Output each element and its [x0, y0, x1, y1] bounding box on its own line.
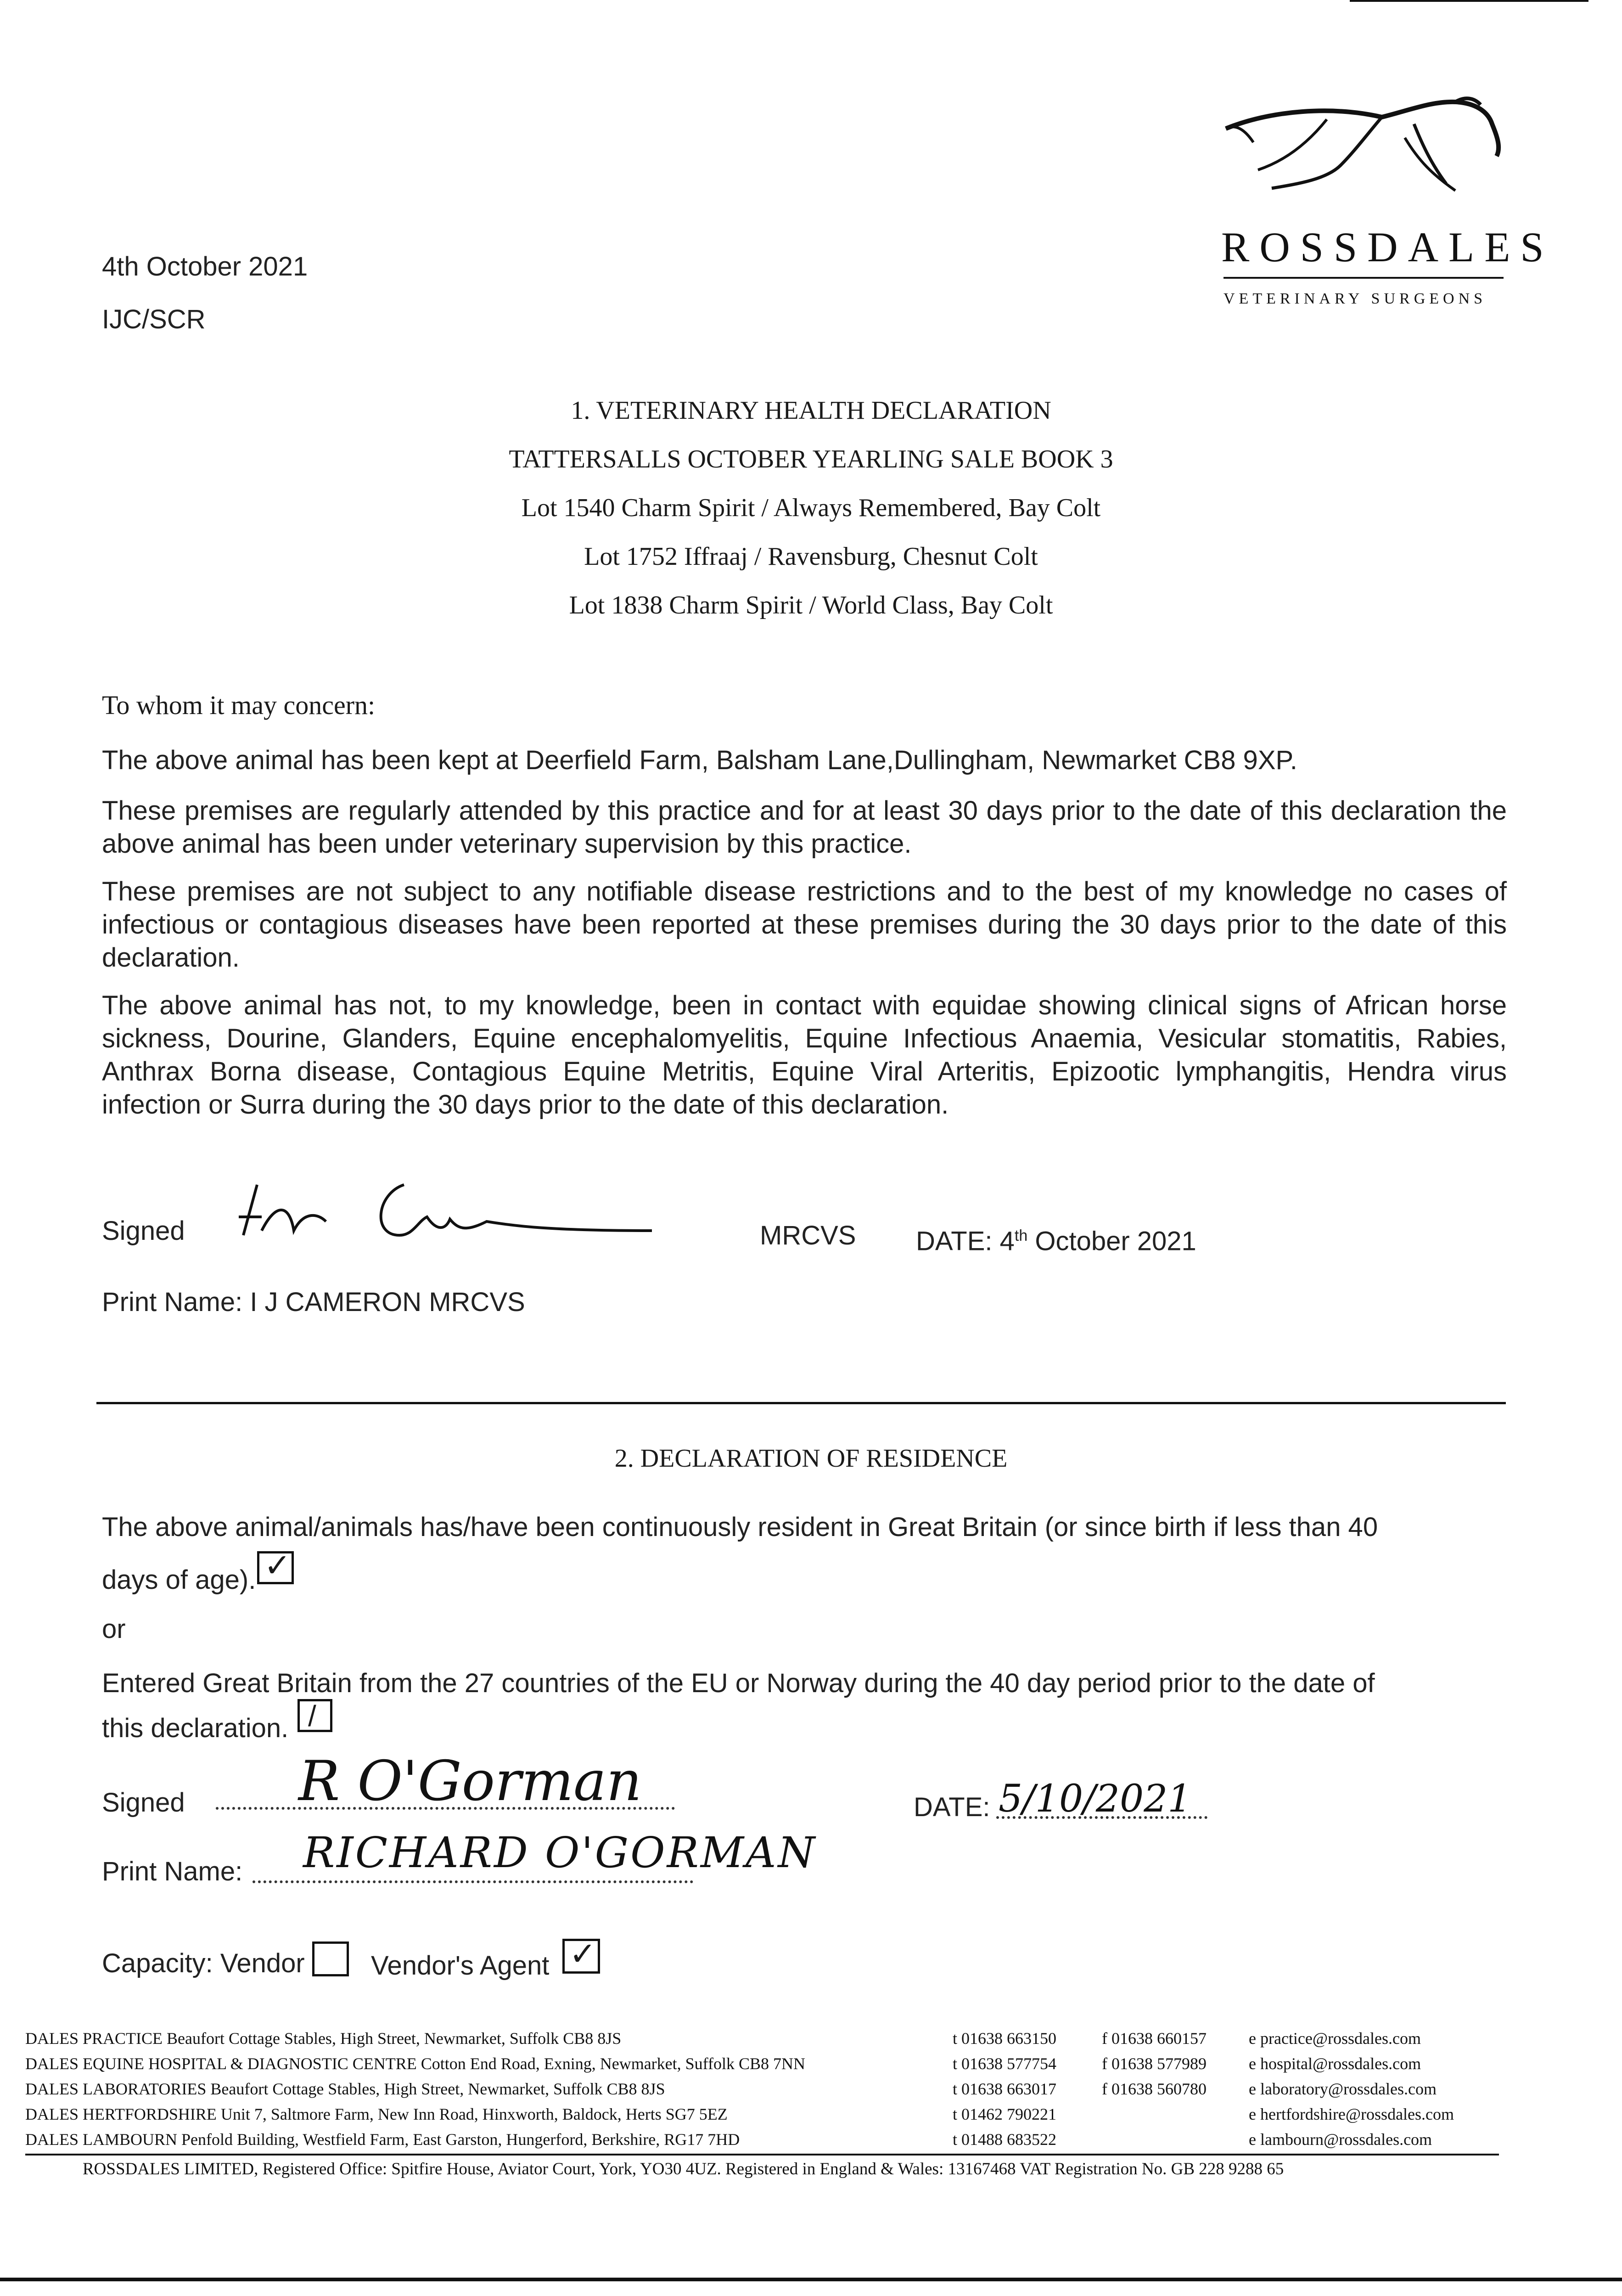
salutation: To whom it may concern: [102, 690, 376, 720]
office-name: DALES LAMBOURN [25, 2130, 178, 2149]
footer-tel: t 01638 577754 [953, 2054, 1057, 2073]
footer-row [25, 2105, 728, 2124]
office-name: DALES PRACTICE [25, 2029, 163, 2048]
paragraph: These premises are regularly attended by this practice and for at least 30 days prior to the date of this declaration the above animal has been under veterinary supervision by this practice. [102, 796, 1507, 859]
footer-email: e hertfordshire@rossdales.com [1249, 2105, 1454, 2123]
residence-text: days of age). [102, 1565, 256, 1595]
footer-email: e laboratory@rossdales.com [1249, 2080, 1437, 2098]
office-address: Cotton End Road, Exning, Newmarket, Suffolk CB8 7NN [421, 2054, 806, 2073]
brand-name: ROSSDALES [1221, 224, 1554, 270]
brand-tagline: VETERINARY SURGEONS [1224, 290, 1487, 307]
footer-rule [25, 2154, 1499, 2155]
footer-email: e lambourn@rossdales.com [1249, 2130, 1432, 2149]
footer-email: e practice@rossdales.com [1249, 2029, 1421, 2048]
mrcvs-label: MRCVS [760, 1221, 856, 1250]
residence-text: The above animal/animals has/have been continuously resident in Great Britain (or since birth if less than 40 [102, 1512, 1378, 1542]
section1-title: 1. VETERINARY HEALTH DECLARATION [571, 396, 1051, 425]
date-label: DATE: 4 [916, 1226, 1015, 1256]
check-mark-icon: ✓ [569, 1936, 596, 1972]
or-label: or [102, 1614, 126, 1644]
footer-tel: t 01488 683522 [953, 2130, 1057, 2149]
vet-signature [230, 1166, 661, 1258]
paragraph: The above animal has not, to my knowledge, been in contact with equidae showing clinical signs of African horse sickness, Dourine, Glanders, Equine encephalomyelitis, Equine Infectious Anaemia, Vesicular stomatitis, Rabies, Anthrax Borna disease, Contagious Equine Metritis, Equine Viral Arteritis, Epizootic lymphangitis, Hendra virus infection or Surra during the 30 days prior to the date of this declaration. [102, 990, 1507, 1120]
entered-checkbox[interactable] [297, 1699, 332, 1732]
section2-title: 2. DECLARATION OF RESIDENCE [614, 1444, 1008, 1473]
scan-edge-line [1350, 0, 1588, 2]
section1-subtitle: TATTERSALLS OCTOBER YEARLING SALE BOOK 3 [509, 445, 1113, 473]
footer-row [25, 2130, 740, 2149]
section-divider [96, 1402, 1506, 1404]
footer-row [25, 2079, 665, 2099]
office-name: DALES LABORATORIES [25, 2080, 207, 2098]
paragraph: These premises are not subject to any notifiable disease restrictions and to the best of my knowledge no cases of infectious or contagious diseases have been reported at these premises during the 30 days prior to the date of this declaration. [102, 877, 1507, 973]
office-address: Beaufort Cottage Stables, High Street, Newmarket, Suffolk CB8 8JS [210, 2080, 665, 2098]
date-rest: October 2021 [1027, 1226, 1196, 1256]
slash-mark-icon: / [308, 1699, 316, 1733]
office-name: DALES HERTFORDSHIRE [25, 2105, 217, 2123]
paragraph: The above animal has been kept at Deerfield Farm, Balsham Lane,Dullingham, Newmarket CB8 9XP. [102, 745, 1297, 775]
lot-line: Lot 1752 Iffraaj / Ravensburg, Chesnut Colt [584, 542, 1038, 571]
office-address: Penfold Building, Westfield Farm, East Garston, Hungerford, Berkshire, RG17 7HD [181, 2130, 740, 2149]
rossdales-horse-logo [1217, 92, 1515, 220]
footer-fax: f 01638 560780 [1102, 2080, 1207, 2098]
agent-date: 5/10/2021 [999, 1777, 1192, 1821]
entered-text: Entered Great Britain from the 27 countries of the EU or Norway during the 40 day period prior to the date of [102, 1668, 1375, 1698]
letter-reference: IJC/SCR [102, 304, 206, 334]
agent-date-label: DATE: [914, 1792, 990, 1822]
print-name-line [253, 1880, 693, 1883]
footer-row [25, 2029, 621, 2048]
residence-checkbox[interactable] [257, 1548, 294, 1584]
agent-print-name: RICHARD O'GORMAN [303, 1828, 817, 1877]
footer-email: e hospital@rossdales.com [1249, 2054, 1421, 2073]
footer-tel: t 01462 790221 [953, 2105, 1057, 2123]
registered-office: ROSSDALES LIMITED, Registered Office: Spitfire House, Aviator Court, York, YO30 4UZ. Registered in England & Wales: 13167468 VAT Registration No. GB 228 9288 65 [83, 2160, 1284, 2178]
agent-print-name-label: Print Name: [102, 1857, 243, 1886]
office-address: Beaufort Cottage Stables, High Street, Newmarket, Suffolk CB8 8JS [167, 2029, 622, 2048]
check-mark-icon: ✓ [264, 1548, 291, 1583]
lot-line: Lot 1540 Charm Spirit / Always Remembered, Bay Colt [521, 494, 1101, 522]
office-name: DALES EQUINE HOSPITAL & DIAGNOSTIC CENTRE [25, 2054, 417, 2073]
entered-text: this declaration. [102, 1713, 289, 1743]
agent-signature: R O'Gorman [298, 1750, 642, 1813]
scan-edge-bottom [0, 2278, 1622, 2281]
lot-line: Lot 1838 Charm Spirit / World Class, Bay Colt [569, 591, 1053, 619]
vendors-agent-checkbox[interactable] [562, 1936, 600, 1974]
office-address: Unit 7, Saltmore Farm, New Inn Road, Hinxworth, Baldock, Herts SG7 5EZ [220, 2105, 728, 2123]
footer-fax: f 01638 577989 [1102, 2054, 1207, 2073]
date-suffix: th [1014, 1227, 1028, 1244]
signed-label: Signed [102, 1216, 185, 1246]
vet-print-name: Print Name: I J CAMERON MRCVS [102, 1287, 525, 1317]
vendor-checkbox[interactable] [312, 1941, 349, 1976]
declaration-date [916, 1219, 1196, 1258]
capacity-vendor-label: Capacity: Vendor [102, 1948, 305, 1978]
footer-row [25, 2054, 805, 2073]
agent-signed-label: Signed [102, 1788, 185, 1818]
footer-tel: t 01638 663150 [953, 2029, 1057, 2048]
brand-rule [1224, 277, 1504, 279]
footer-tel: t 01638 663017 [953, 2080, 1057, 2098]
footer-fax: f 01638 660157 [1102, 2029, 1207, 2048]
letter-date: 4th October 2021 [102, 252, 308, 281]
vendors-agent-label: Vendor's Agent [371, 1951, 550, 1981]
